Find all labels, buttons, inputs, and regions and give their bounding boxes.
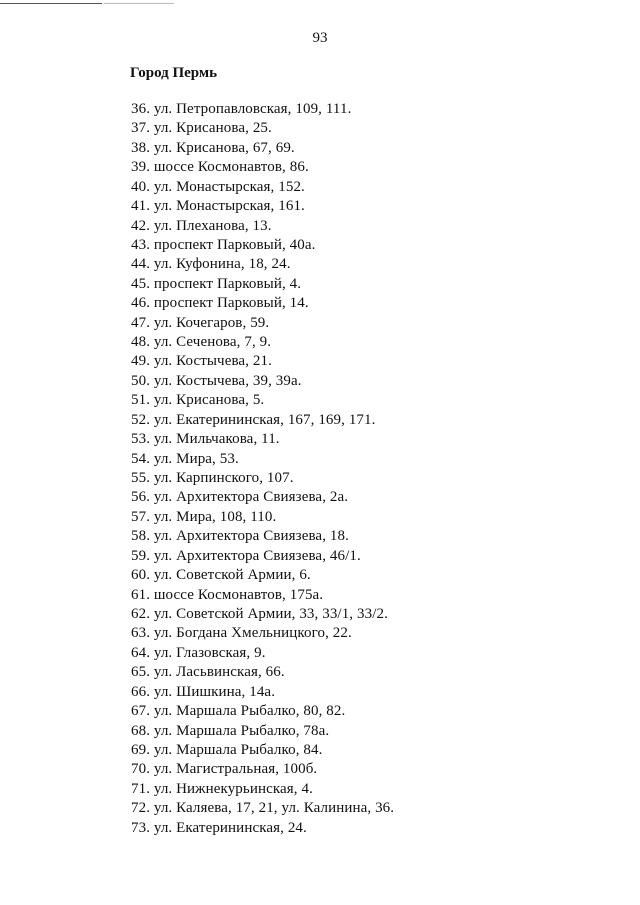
list-item: 48. ул. Сеченова, 7, 9. bbox=[131, 334, 272, 351]
list-item: 63. ул. Богдана Хмельницкого, 22. bbox=[131, 625, 352, 642]
page-number: 93 bbox=[312, 30, 328, 46]
list-item: 54. ул. Мира, 53. bbox=[131, 450, 239, 467]
list-item: 58. ул. Архитектора Свиязева, 18. bbox=[131, 528, 349, 545]
list-item: 37. ул. Крисанова, 25. bbox=[131, 120, 272, 137]
list-item: 44. ул. Куфонина, 18, 24. bbox=[131, 256, 291, 273]
list-item: 46. проспект Парковый, 14. bbox=[131, 295, 309, 312]
list-item: 72. ул. Каляева, 17, 21, ул. Калинина, 36. bbox=[131, 800, 395, 817]
list-item: 52. ул. Екатерининская, 167, 169, 171. bbox=[131, 411, 376, 428]
list-item: 64. ул. Глазовская, 9. bbox=[131, 644, 266, 661]
list-item: 36. ул. Петропавловская, 109, 111. bbox=[131, 101, 352, 117]
list-item: 65. ул. Ласьвинская, 66. bbox=[131, 664, 285, 681]
list-item: 61. шоссе Космонавтов, 175а. bbox=[131, 586, 324, 603]
list-item: 50. ул. Костычева, 39, 39а. bbox=[131, 372, 302, 389]
list-item: 45. проспект Парковый, 4. bbox=[131, 275, 302, 292]
list-item: 42. ул. Плеханова, 13. bbox=[131, 217, 272, 234]
list-item: 55. ул. Карпинского, 107. bbox=[131, 470, 294, 487]
list-item: 39. шоссе Космонавтов, 86. bbox=[131, 159, 309, 176]
section-heading: Город Пермь bbox=[130, 65, 218, 81]
list-item: 57. ул. Мира, 108, 110. bbox=[131, 508, 277, 525]
list-item: 38. ул. Крисанова, 67, 69. bbox=[131, 139, 295, 156]
list-item: 56. ул. Архитектора Свиязева, 2а. bbox=[131, 489, 349, 506]
list-item: 43. проспект Парковый, 40а. bbox=[131, 236, 316, 253]
list-item: 68. ул. Маршала Рыбалко, 78а. bbox=[131, 722, 330, 739]
list-item: 47. ул. Кочегаров, 59. bbox=[131, 314, 270, 331]
list-item: 67. ул. Маршала Рыбалко, 80, 82. bbox=[131, 703, 346, 720]
address-list bbox=[131, 100, 394, 838]
header-rule bbox=[0, 3, 102, 4]
list-item: 69. ул. Маршала Рыбалко, 84. bbox=[131, 741, 323, 758]
list-item: 53. ул. Мильчакова, 11. bbox=[131, 431, 280, 448]
list-item: 51. ул. Крисанова, 5. bbox=[131, 392, 265, 409]
list-item: 41. ул. Монастырская, 161. bbox=[131, 198, 305, 215]
list-item: 49. ул. Костычева, 21. bbox=[131, 353, 272, 370]
list-item: 73. ул. Екатерининская, 24. bbox=[131, 819, 307, 836]
list-item: 40. ул. Монастырская, 152. bbox=[131, 178, 305, 195]
list-item: 59. ул. Архитектора Свиязева, 46/1. bbox=[131, 547, 361, 564]
list-item: 60. ул. Советской Армии, 6. bbox=[131, 567, 311, 584]
header-rule-faint bbox=[104, 3, 174, 4]
list-item: 62. ул. Советской Армии, 33, 33/1, 33/2. bbox=[131, 605, 388, 622]
list-item: 71. ул. Нижнекурьинская, 4. bbox=[131, 780, 313, 797]
list-item: 70. ул. Магистральная, 100б. bbox=[131, 761, 318, 778]
list-item: 66. ул. Шишкина, 14а. bbox=[131, 683, 276, 700]
